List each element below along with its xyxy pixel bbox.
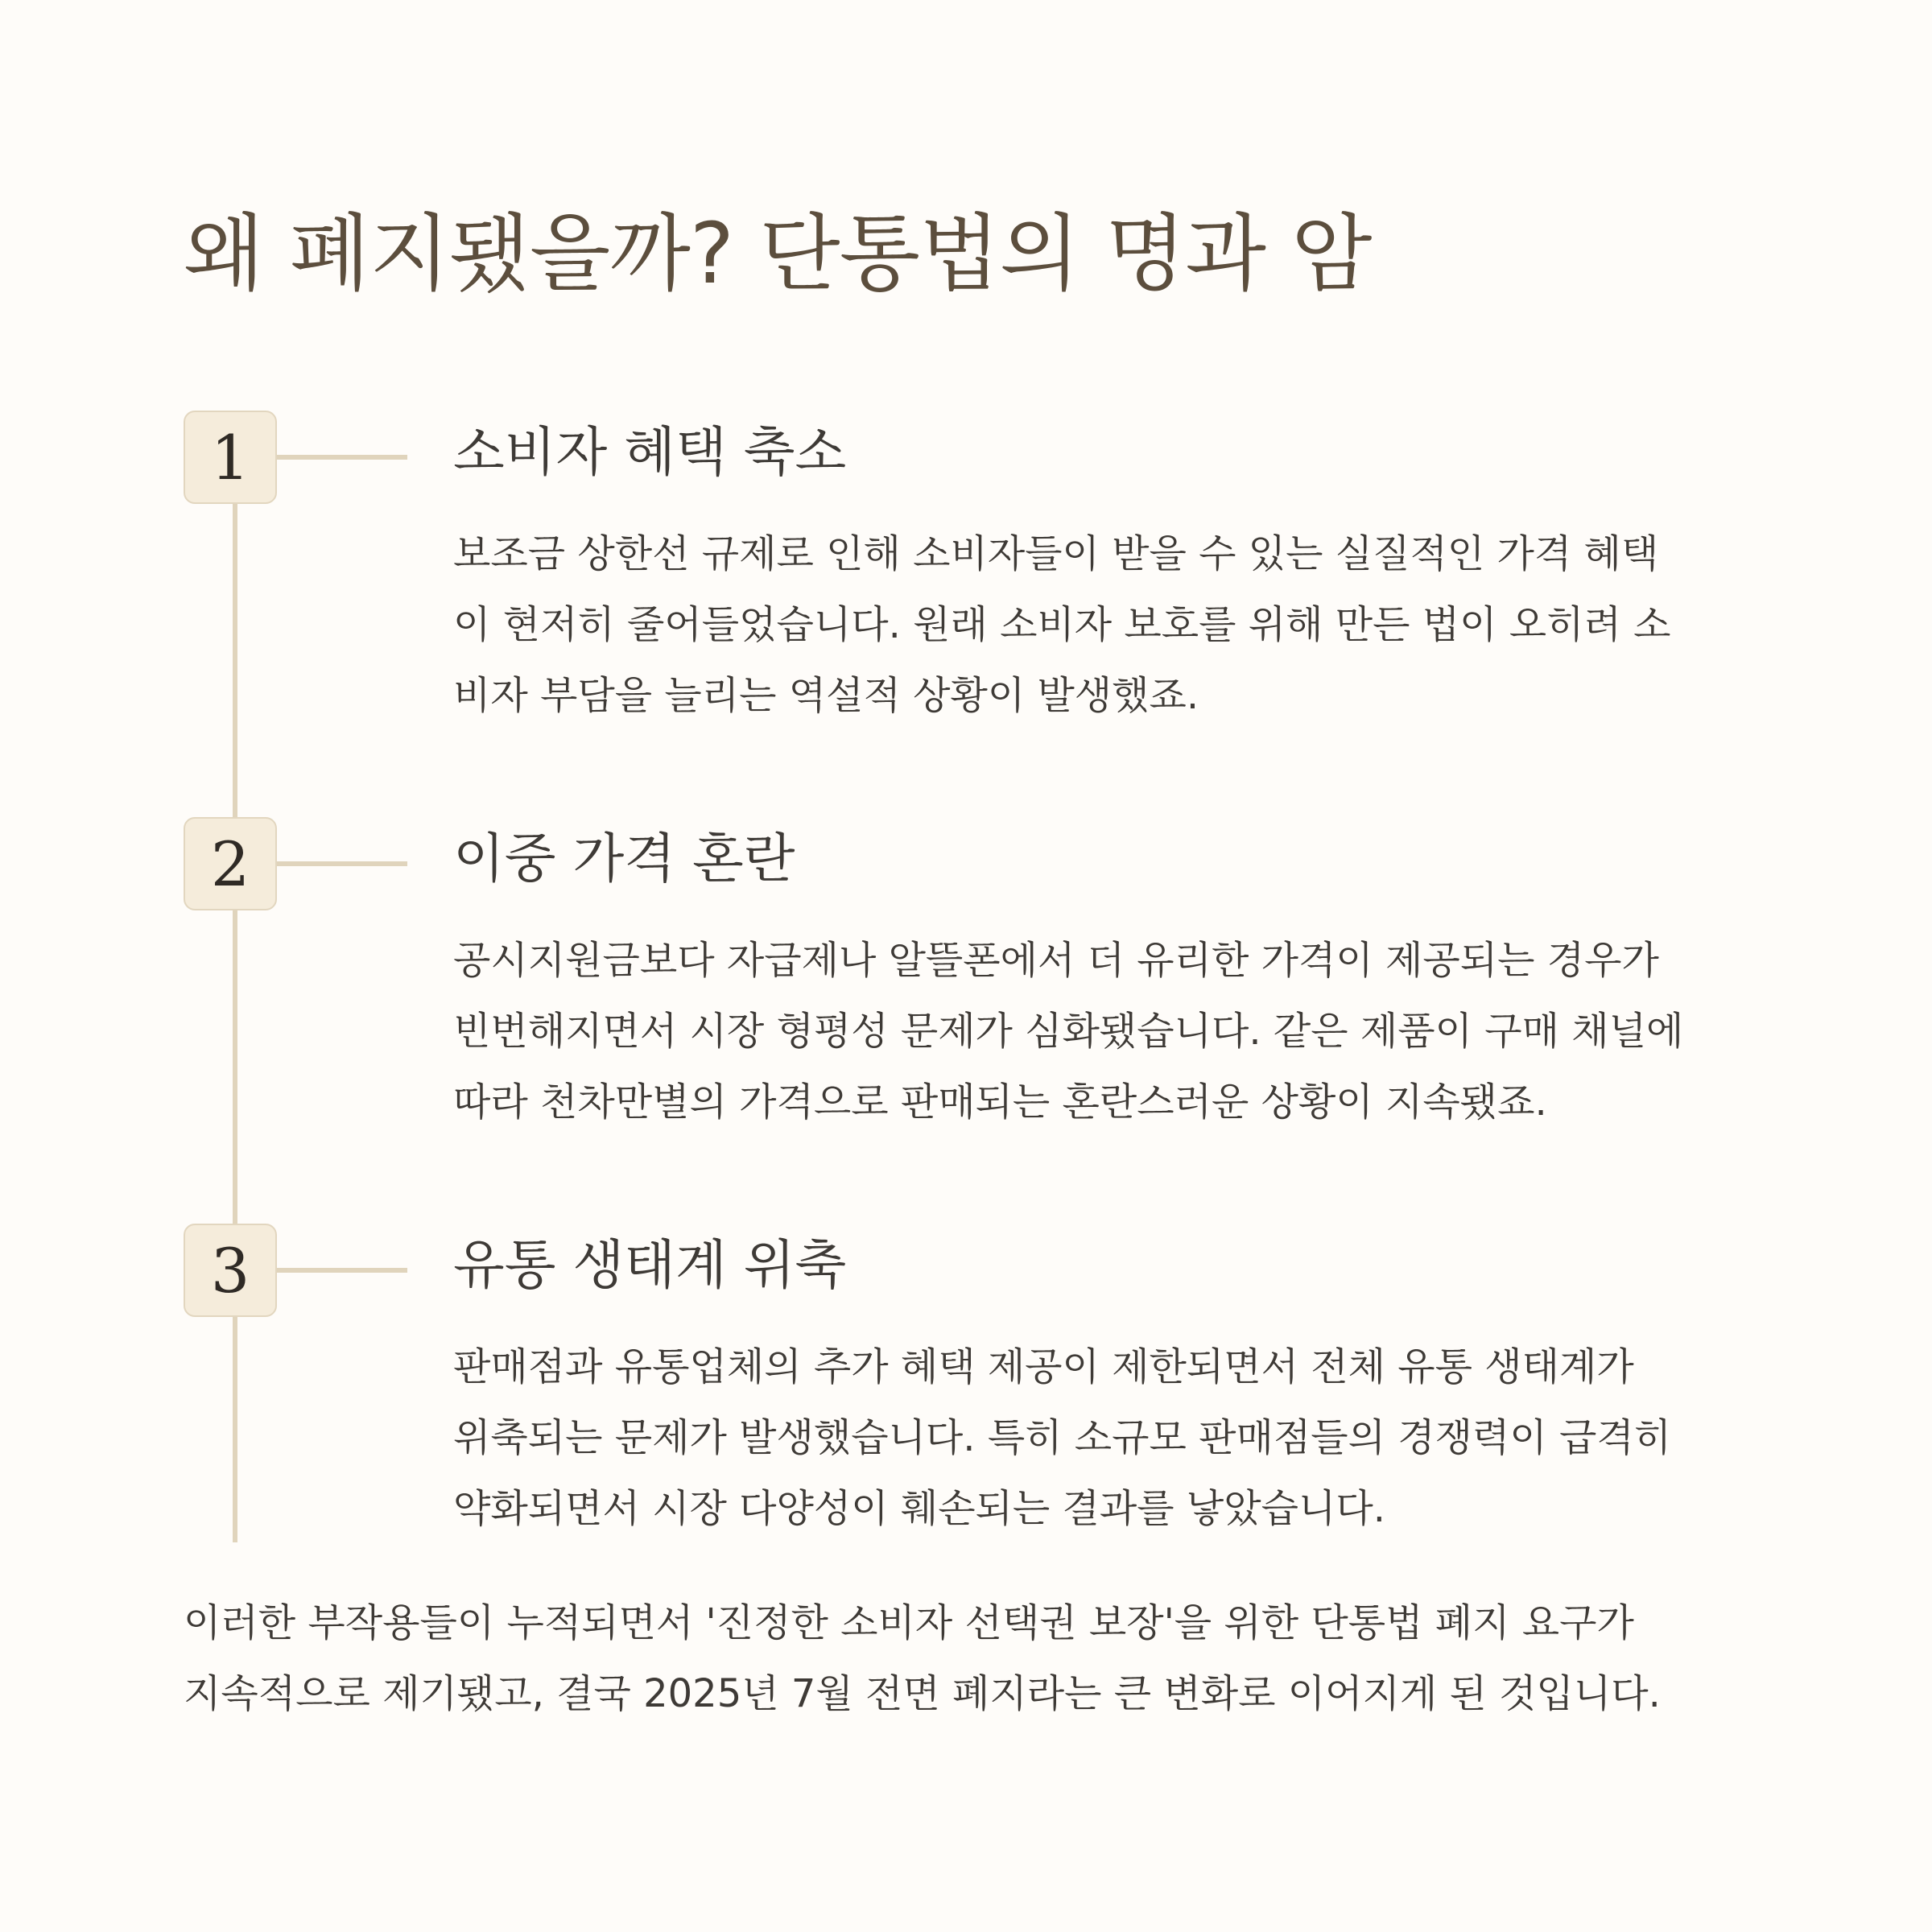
step-number-badge: 1 <box>184 411 277 504</box>
step-title: 이중 가격 혼란 <box>453 828 795 890</box>
step-connector <box>277 861 407 866</box>
step-title: 소비자 혜택 축소 <box>453 421 847 483</box>
step-description: 보조금 상한선 규제로 인해 소비자들이 받을 수 있는 실질적인 가격 혜택 이 현저히 줄어들었습니다. 원래 소비자 보호를 위해 만든 법이 오히려 소 비자 부담을 늘리는 역설적 상황이 발생했죠. <box>453 531 1671 718</box>
closing-paragraph: 이러한 부작용들이 누적되면서 '진정한 소비자 선택권 보장'을 위한 단통법 폐지 요구가 지속적으로 제기됐고, 결국 2025년 7월 전면 폐지라는 큰 변화로 이어지게 된 것입니다. <box>184 1600 1661 1716</box>
step-number-badge: 2 <box>184 817 277 910</box>
step-title: 유통 생태계 위축 <box>453 1234 847 1296</box>
step-description: 공시지원금보다 자급제나 알뜰폰에서 더 유리한 가격이 제공되는 경우가 빈번해지면서 시장 형평성 문제가 심화됐습니다. 같은 제품이 구매 채널에 따라 천차만별의 가격으로 판매되는 혼란스러운 상황이 지속됐죠. <box>453 938 1684 1125</box>
page-title: 왜 폐지됐을까? 단통법의 명과 암 <box>184 204 1372 303</box>
step-connector <box>277 455 407 460</box>
timeline-line <box>233 451 237 1542</box>
step-description: 판매점과 유통업체의 추가 혜택 제공이 제한되면서 전체 유통 생태계가 위축되는 문제가 발생했습니다. 특히 소규모 판매점들의 경쟁력이 급격히 약화되면서 시장 다양성이 훼손되는 결과를 낳았습니다. <box>453 1344 1672 1531</box>
step-connector <box>277 1268 407 1273</box>
step-number-badge: 3 <box>184 1224 277 1317</box>
